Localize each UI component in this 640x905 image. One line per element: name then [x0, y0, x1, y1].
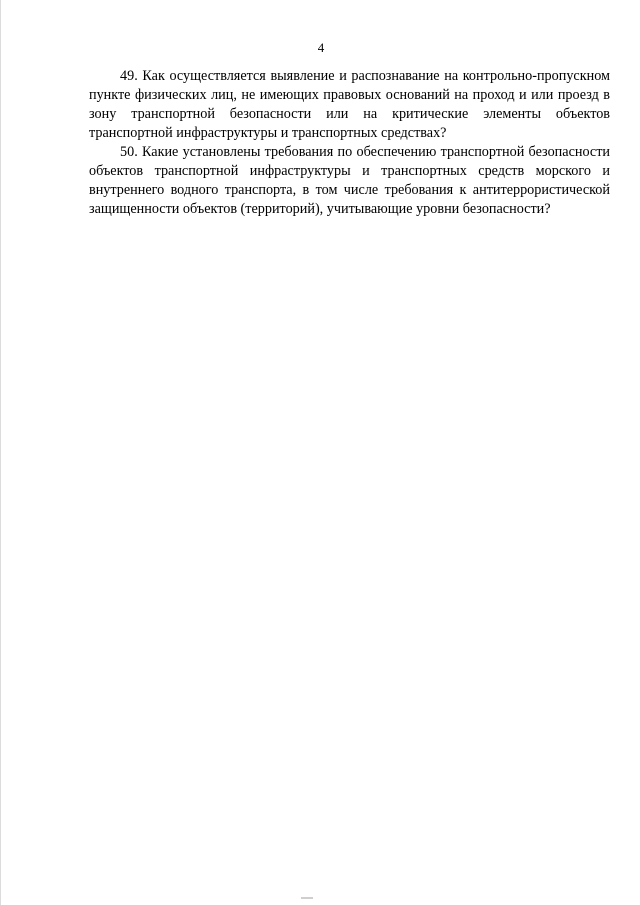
page-number: 4 — [317, 40, 325, 55]
question-50: 50. Какие установлены требования по обеспечению транспортной безопасности объектов транспортной инфраструктуры и транспортных средств морского и внутреннего водного транспорта, в том числе требования к антитеррористической защищенности объектов (территорий), учитывающие уровни безопасности? — [89, 144, 610, 217]
document-body — [89, 67, 610, 219]
question-49: 49. Как осуществляется выявление и распознавание на контрольно-пропускном пункте физических лиц, не имеющих правовых оснований на проход и или проезд в зону транспортной безопасности или на критические элементы объектов транспортной инфраструктуры и транспортных средствах? — [89, 68, 610, 141]
scan-artifact — [301, 897, 313, 899]
